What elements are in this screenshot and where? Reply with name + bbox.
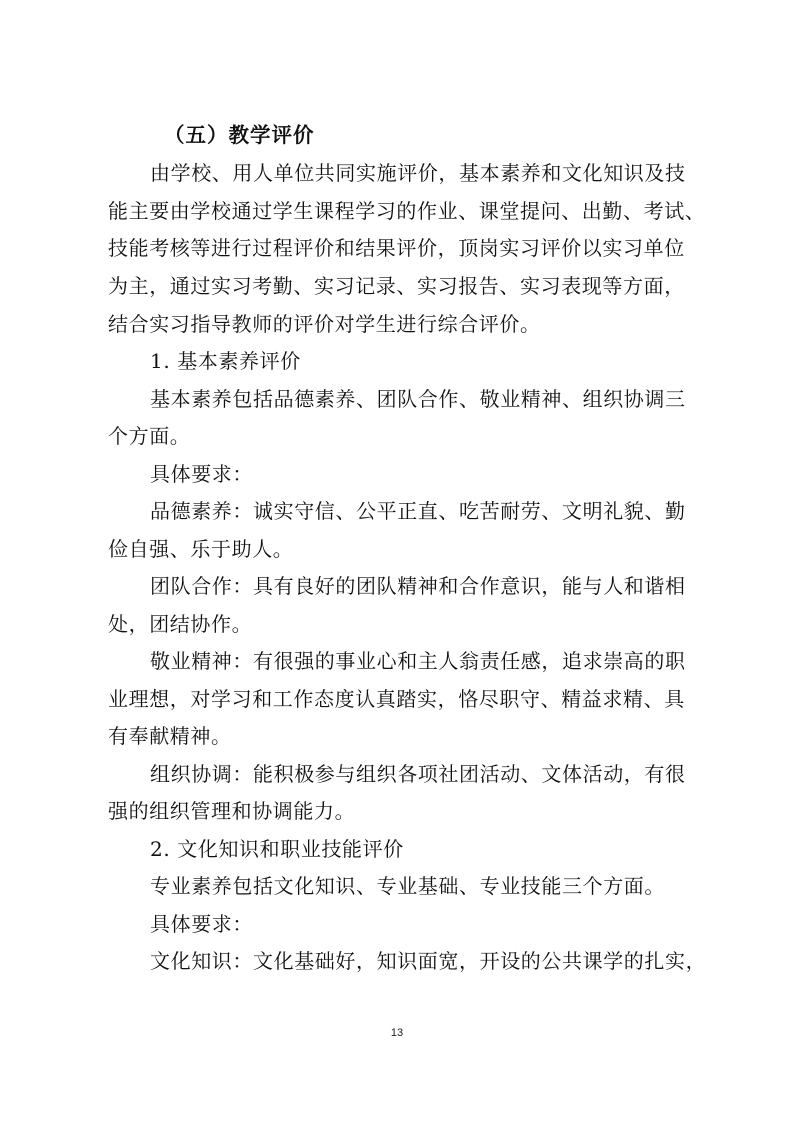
paragraph-line: 由学校、用人单位共同实施评价，基本素养和文化知识及技: [150, 161, 686, 185]
paragraph-line: 结合实习指导教师的评价对学生进行综合评价。: [108, 312, 541, 336]
paragraph-line: 敬业精神：有很强的事业心和主人翁责任感，追求崇高的职: [150, 649, 686, 673]
paragraph-line: 强的组织管理和协调能力。: [108, 799, 356, 823]
paragraph-line: 个方面。: [108, 424, 191, 448]
paragraph-line: 有奉献精神。: [108, 724, 232, 748]
paragraph-line: 为主，通过实习考勤、实习记录、实习报告、实习表现等方面，: [108, 274, 685, 298]
paragraph-line: 品德素养：诚实守信、公平正直、吃苦耐劳、文明礼貌、勤: [150, 499, 686, 523]
paragraph-line: 能主要由学校通过学生课程学习的作业、课堂提问、出勤、考试、: [108, 199, 706, 223]
paragraph-line: 文化知识：文化基础好，知识面宽，开设的公共课学的扎实，: [150, 949, 707, 973]
paragraph-line: 业理想，对学习和工作态度认真踏实，恪尽职守、精益求精、具: [108, 687, 685, 711]
paragraph-line: 基本素养包括品德素养、团队合作、敬业精神、组织协调三: [150, 387, 686, 411]
paragraph-line: 技能考核等进行过程评价和结果评价，顶岗实习评价以实习单位: [108, 236, 685, 260]
section-heading: （五）教学评价: [164, 123, 315, 147]
paragraph-line: 团队合作：具有良好的团队精神和合作意识，能与人和谐相: [150, 574, 686, 598]
paragraph-line: 具体要求：: [150, 462, 253, 486]
subheading: 1. 基本素养评价: [150, 349, 301, 373]
subheading: 2. 文化知识和职业技能评价: [150, 837, 404, 861]
paragraph-line: 组织协调：能积极参与组织各项社团活动、文体活动，有很: [150, 762, 686, 786]
paragraph-line: 专业素养包括文化知识、专业基础、专业技能三个方面。: [150, 874, 665, 898]
paragraph-line: 处，团结协作。: [108, 612, 253, 636]
paragraph-line: 俭自强、乐于助人。: [108, 537, 294, 561]
paragraph-line: 具体要求：: [150, 912, 253, 936]
page-number: 13: [390, 1027, 404, 1039]
